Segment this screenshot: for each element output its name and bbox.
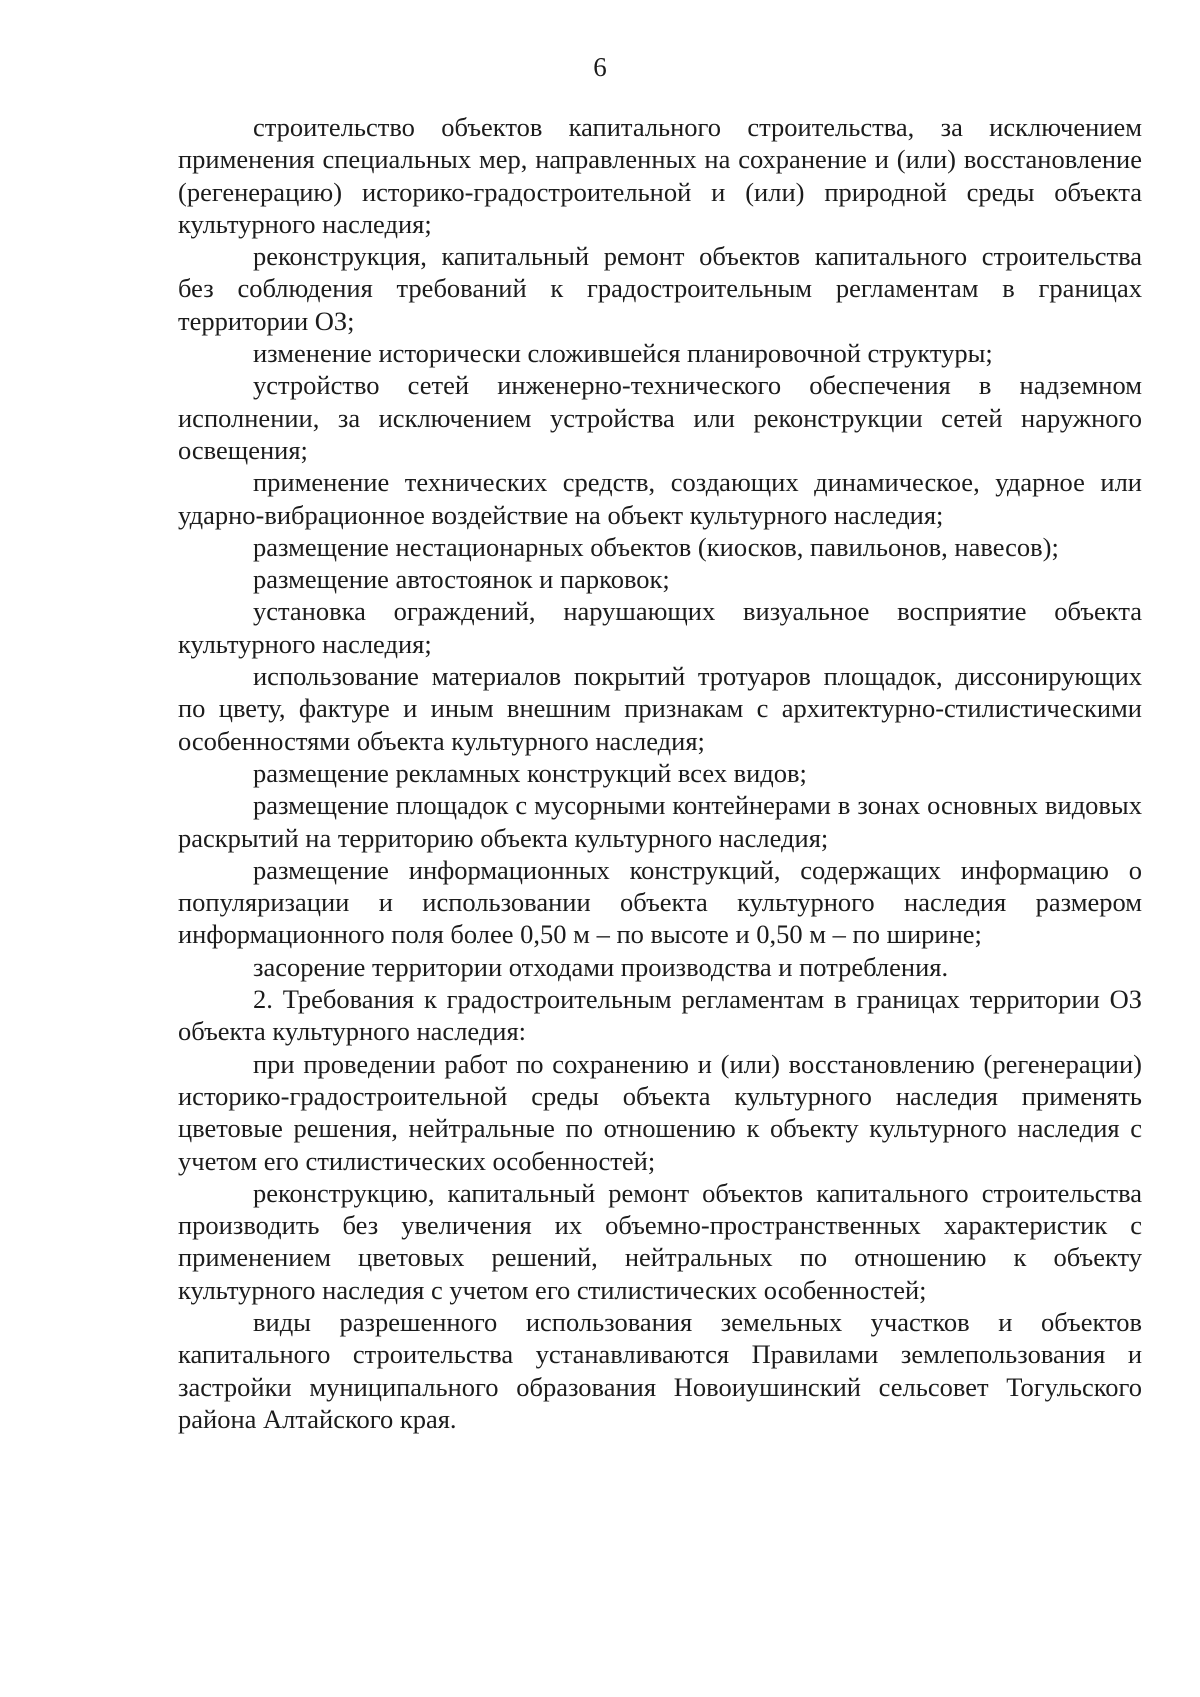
paragraph-5: применение технических средств, создающих динамическое, ударное или ударно-вибрационное воздействие на объект культурного наследия; xyxy=(178,467,1142,530)
paragraph-13: засорение территории отходами производства и потребления. xyxy=(253,951,949,982)
paragraph-17: виды разрешенного использования земельных участков и объектов капитального строительства устанавливаются Правилами землепользования и застройки муниципального образования Новоиушинский сельсовет Тогульского района Алтайского края. xyxy=(178,1306,1142,1434)
paragraph-16: реконструкцию, капитальный ремонт объектов капитального строительства производить без увеличения их объемно-пространственных характеристик с применением цветовых решений, нейтральных по отношению к объекту культурного наследия с учетом его стилистических особенностей; xyxy=(178,1177,1142,1305)
paragraph-6: размещение нестационарных объектов (киосков, павильонов, навесов); xyxy=(253,531,1059,562)
paragraph-1: строительство объектов капитального строительства, за исключением применения специальных мер, направленных на сохранение и (или) восстановление (регенерацию) историко-градостроительной и (или) природной среды объекта культурного наследия; xyxy=(178,112,1142,239)
paragraph-9: использование материалов покрытий тротуаров площадок, диссонирующих по цвету, фактуре и иным внешним признакам с архитектурно-стилистическими особенностями объекта культурного наследия; xyxy=(178,661,1142,756)
paragraph-15: при проведении работ по сохранению и (или) восстановлению (регенерации) историко-градостроительной среды объекта культурного наследия применять цветовые решения, нейтральные по отношению к объекту культурного наследия с учетом его стилистических особенностей; xyxy=(178,1048,1142,1176)
paragraph-2: реконструкция, капитальный ремонт объектов капитального строительства без соблюдения требований к градостроительным регламентам в границах территории ОЗ; xyxy=(178,241,1142,336)
page-number: 6 xyxy=(593,52,607,82)
paragraph-10: размещение рекламных конструкций всех видов; xyxy=(253,757,807,788)
paragraph-7: размещение автостоянок и парковок; xyxy=(253,564,670,595)
section-2-heading: 2. Требования к градостроительным регламентам в границах территории ОЗ объекта культурного наследия: xyxy=(178,984,1142,1047)
paragraph-12: размещение информационных конструкций, содержащих информацию о популяризации и использовании объекта культурного наследия размером информационного поля более 0,50 м – по высоте и 0,50 м – по ширине; xyxy=(178,854,1142,950)
paragraph-8: установка ограждений, нарушающих визуальное восприятие объекта культурного наследия; xyxy=(178,596,1142,659)
paragraph-3: изменение исторически сложившейся планировочной структуры; xyxy=(253,338,993,369)
document-body xyxy=(178,111,1142,1435)
paragraph-4: устройство сетей инженерно-технического обеспечения в надземном исполнении, за исключением устройства или реконструкции сетей наружного освещения; xyxy=(178,370,1142,465)
paragraph-11: размещение площадок с мусорными контейнерами в зонах основных видовых раскрытий на территорию объекта культурного наследия; xyxy=(178,790,1142,853)
